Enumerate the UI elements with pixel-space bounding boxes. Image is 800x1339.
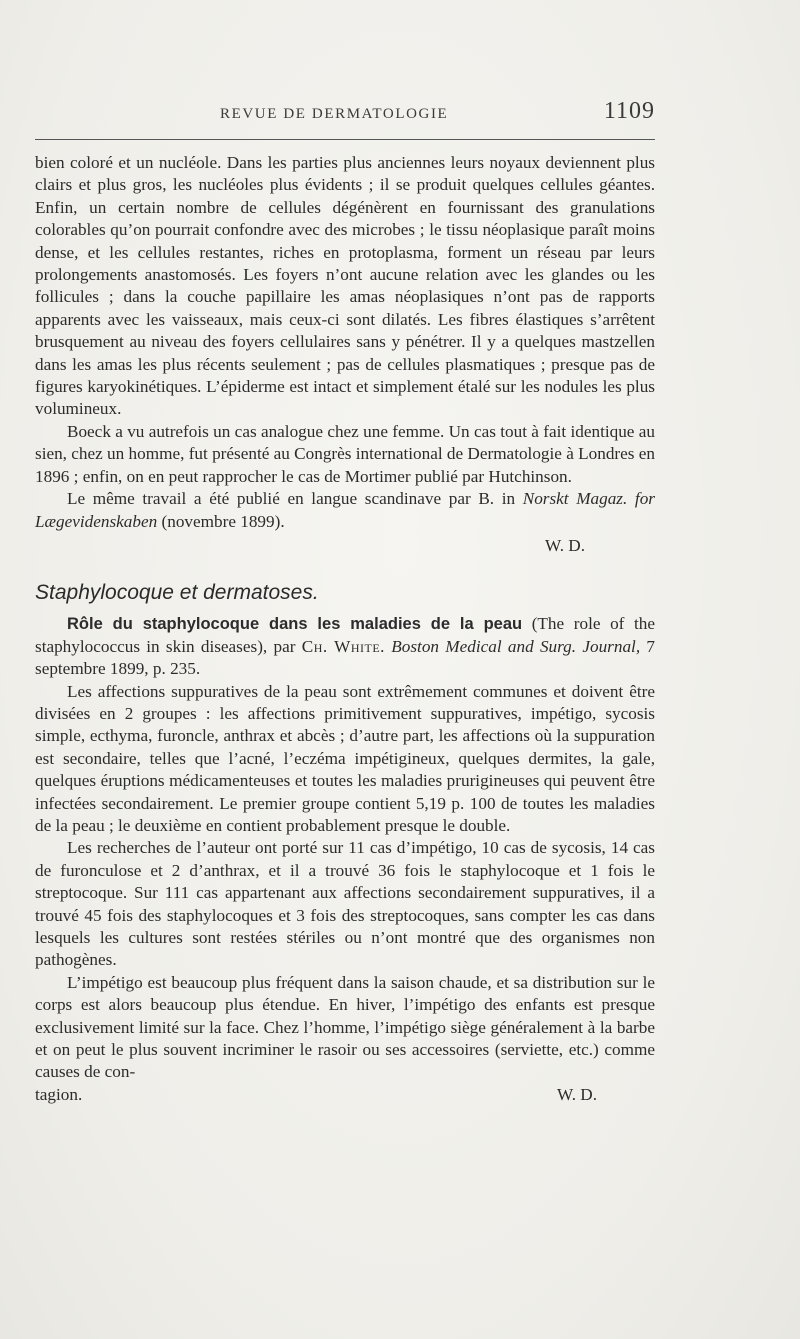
last-word: tagion.: [35, 1084, 83, 1104]
journal-name: Norskt Magaz. for Lægevidenskaben: [35, 489, 655, 531]
paragraph: Boeck a vu autrefois un cas analogue chez une femme. Un cas tout à fait identique au sien, chez un homme, fut présenté au Congrès international de Dermatologie à Londres en 1896 ; enfin, on en peut rapprocher le cas de Mortimer publié par Hutchinson.: [35, 421, 655, 486]
section-title: Staphylocoque et dermatoses.: [35, 581, 319, 605]
citation-date: 7 septembre 1899, p. 235.: [35, 636, 655, 679]
citation-pre: (The role of the staphylococcus in skin diseases), par: [35, 614, 655, 656]
article-heading: [35, 613, 655, 680]
signature: W. D.: [557, 1084, 597, 1104]
citation-journal: Boston Medical and Surg. Journal,: [384, 636, 641, 656]
paragraph: bien coloré et un nucléole. Dans les parties plus anciennes leurs noyaux deviennent plus clairs et plus gros, les nucléoles plus évidents ; il se produit quelques cellules géantes. Enfin, un certain nombre de cellules dégénèrent en fournissant des granulations colorables qu’on pourrait confondre avec des microbes ; le tissu néoplasique paraît moins dense, et les cellules restantes, riches en protoplasma, forment un réseau par leurs prolongements anastomosés. Les foyers n’ont aucune relation avec les glandes ou les follicules ; dans la couche papillaire les amas néoplasiques n’ont pas de rapports apparents avec les vaisseaux, mais ceux-ci sont dilatés. Les fibres élastiques s’arrêtent brusquement au niveau des foyers cellulaires sans y pénétrer. Il y a quelques mastzellen dans les amas les plus récents seulement ; pas de cellules plasmatiques ; presque pas de figures karyokinétiques. L’épiderme est intact et simplement étalé sur les nodules les plus volumineux.: [35, 153, 655, 419]
signature: W. D.: [545, 535, 585, 555]
page-header: [35, 98, 655, 128]
citation-author: Ch. White.: [301, 636, 385, 656]
publication-note-suffix: (novembre 1899).: [157, 511, 285, 531]
publication-note-prefix: Le même travail a été publié en langue scandinave par B. in: [67, 489, 523, 509]
running-title: REVUE DE DERMATOLOGIE: [220, 106, 449, 122]
article-body: [35, 152, 655, 1106]
header-rule: [35, 139, 655, 140]
closing-line: [35, 1084, 655, 1106]
page-number: 1109: [603, 98, 655, 124]
paragraph: Les affections suppuratives de la peau sont extrêmement communes et doivent être divisées en 2 groupes : les affections primitivement suppuratives, impétigo, sycosis simple, ecthyma, furoncle, anthrax et abcès ; d’autre part, les affections où la suppuration est secondaire, telles que l’acné, l’eczéma impétigineux, quelques dermites, la gale, quelques éruptions médicamenteuses et toutes les maladies prurigineuses qui peuvent être infectées secondairement. Le premier groupe contient 5,19 p. 100 de toutes les maladies de la peau ; le deuxième en contient probablement presque le double.: [35, 681, 655, 835]
publication-note: [35, 488, 655, 533]
paragraph: Les recherches de l’auteur ont porté sur 11 cas d’impétigo, 10 cas de sycosis, 14 cas de furonculose et 2 d’anthrax, et il a trouvé 36 fois le staphylocoque et 1 fois le streptocoque. Sur 111 cas appartenant aux affections secondairement suppuratives, il a trouvé 45 fois des staphylocoques et 3 fois des streptocoques, sans compter les cas dans lesquels les cultures sont restées stériles ou n’ont montré que des organismes non pathogènes.: [35, 838, 655, 970]
paragraph: L’impétigo est beaucoup plus fréquent dans la saison chaude, et sa distribution sur le corps est alors beaucoup plus étendue. En hiver, l’impétigo des enfants est presque exclusivement limité sur la face. Chez l’homme, l’impétigo siège généralement à la barbe et on peut le plus souvent incriminer le rasoir ou ses accessoires (serviette, etc.) comme causes de con-: [35, 972, 655, 1082]
article-title: Rôle du staphylocoque dans les maladies de la peau: [67, 615, 523, 634]
